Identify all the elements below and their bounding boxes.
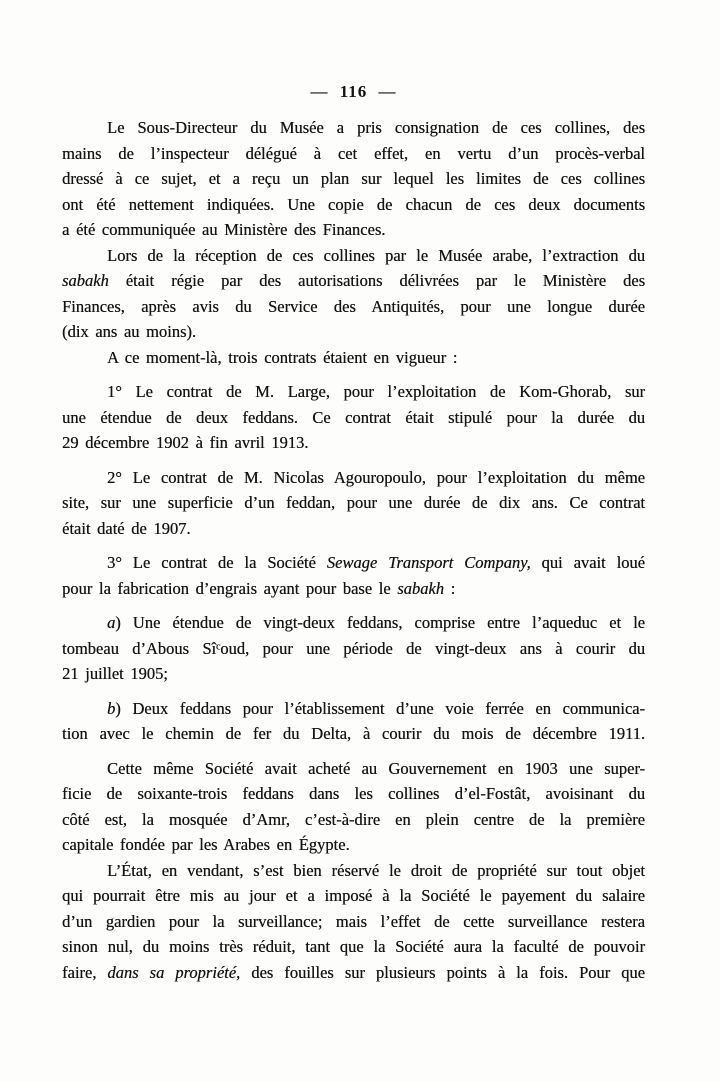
text-line: ficie de soixante-trois feddans dans les collines d’el-Fostât, avoisinant du [62, 784, 645, 803]
text-line: côté est, la mosquée d’Amr, c’est-à-dire en plein centre de la première [62, 809, 645, 829]
paragraph [62, 379, 645, 456]
text-line: b) Deux feddans pour l’établissement d’une voie ferrée en communica- [107, 698, 645, 718]
paragraph [62, 345, 645, 371]
text-line: pour la fabrication d’engrais ayant pour base le sabakh : [62, 578, 456, 598]
text-line: a été communiquée au Ministère des Finances. [62, 220, 386, 239]
paragraph [62, 696, 645, 747]
text-line: A ce moment-là, trois contrats étaient en vigueur : [107, 347, 458, 367]
text-line: site, sur une superficie d’un feddan, pour une durée de dix ans. Ce contrat [62, 493, 645, 512]
text-line: 3° Le contrat de la Société Sewage Transport Company, qui avait loué [107, 553, 645, 572]
text-line: faire, dans sa propriété, des fouilles sur plusieurs points à la fois. Pour que [62, 962, 645, 982]
paragraph [62, 756, 645, 858]
text-line: Cette même Société avait acheté au Gouvernement en 1903 une super- [107, 758, 645, 778]
text-line: 21 juillet 1905; [62, 664, 168, 683]
paragraph [62, 610, 645, 687]
text-line: a) Une étendue de vingt-deux feddans, comprise entre l’aqueduc et le [107, 613, 645, 632]
page-number: — 116 — [310, 82, 397, 101]
text-line: sinon nul, du moins très réduit, tant que la Société aura la faculté de pouvoir [62, 937, 645, 956]
paragraph [62, 243, 645, 345]
text-line: une étendue de deux feddans. Ce contrat était stipulé pour la durée du [62, 407, 645, 427]
paragraph [62, 858, 645, 986]
text-line: 2° Le contrat de M. Nicolas Agouropoulo, pour l’exploitation du même [107, 467, 645, 487]
text-line: d’un gardien pour la surveillance; mais l’effet de cette surveillance restera [62, 911, 645, 931]
page-body [62, 115, 645, 985]
text-line: tombeau d’Abous Sîᶜoud, pour une période de vingt-deux ans à courir du [62, 638, 645, 658]
text-line: ont été nettement indiquées. Une copie de chacun de ces deux documents [62, 194, 645, 214]
text-line: qui pourrait être mis au jour et a imposé à la Société le payement du salaire [62, 886, 645, 905]
text-line: Finances, après avis du Service des Antiquités, pour une longue durée [62, 296, 645, 316]
text-line: tion avec le chemin de fer du Delta, à courir du mois de décembre 1911. [62, 724, 645, 743]
text-line: sabakh était régie par des autorisations délivrées par le Ministère des [62, 271, 645, 290]
text-line: était daté de 1907. [62, 518, 191, 538]
paragraph [62, 550, 645, 601]
text-line: capitale fondée par les Arabes en Égypte. [62, 835, 350, 854]
text-line: 1° Le contrat de M. Large, pour l’exploitation de Kom-Ghorab, sur [107, 382, 645, 401]
text-line: (dix ans au moins). [62, 322, 196, 341]
text-line: Lors de la réception de ces collines par le Musée arabe, l’extraction du [107, 245, 645, 265]
text-line: Le Sous-Directeur du Musée a pris consignation de ces collines, des [107, 118, 645, 137]
text-line: dressé à ce sujet, et a reçu un plan sur lequel les limites de ces collines [62, 169, 645, 188]
paragraph [62, 115, 645, 243]
text-line: L’État, en vendant, s’est bien réservé le droit de propriété sur tout objet [107, 860, 645, 880]
text-line: 29 décembre 1902 à fin avril 1913. [62, 433, 309, 452]
paragraph [62, 465, 645, 542]
text-line: mains de l’inspecteur délégué à cet effet, en vertu d’un procès-verbal [62, 143, 645, 163]
